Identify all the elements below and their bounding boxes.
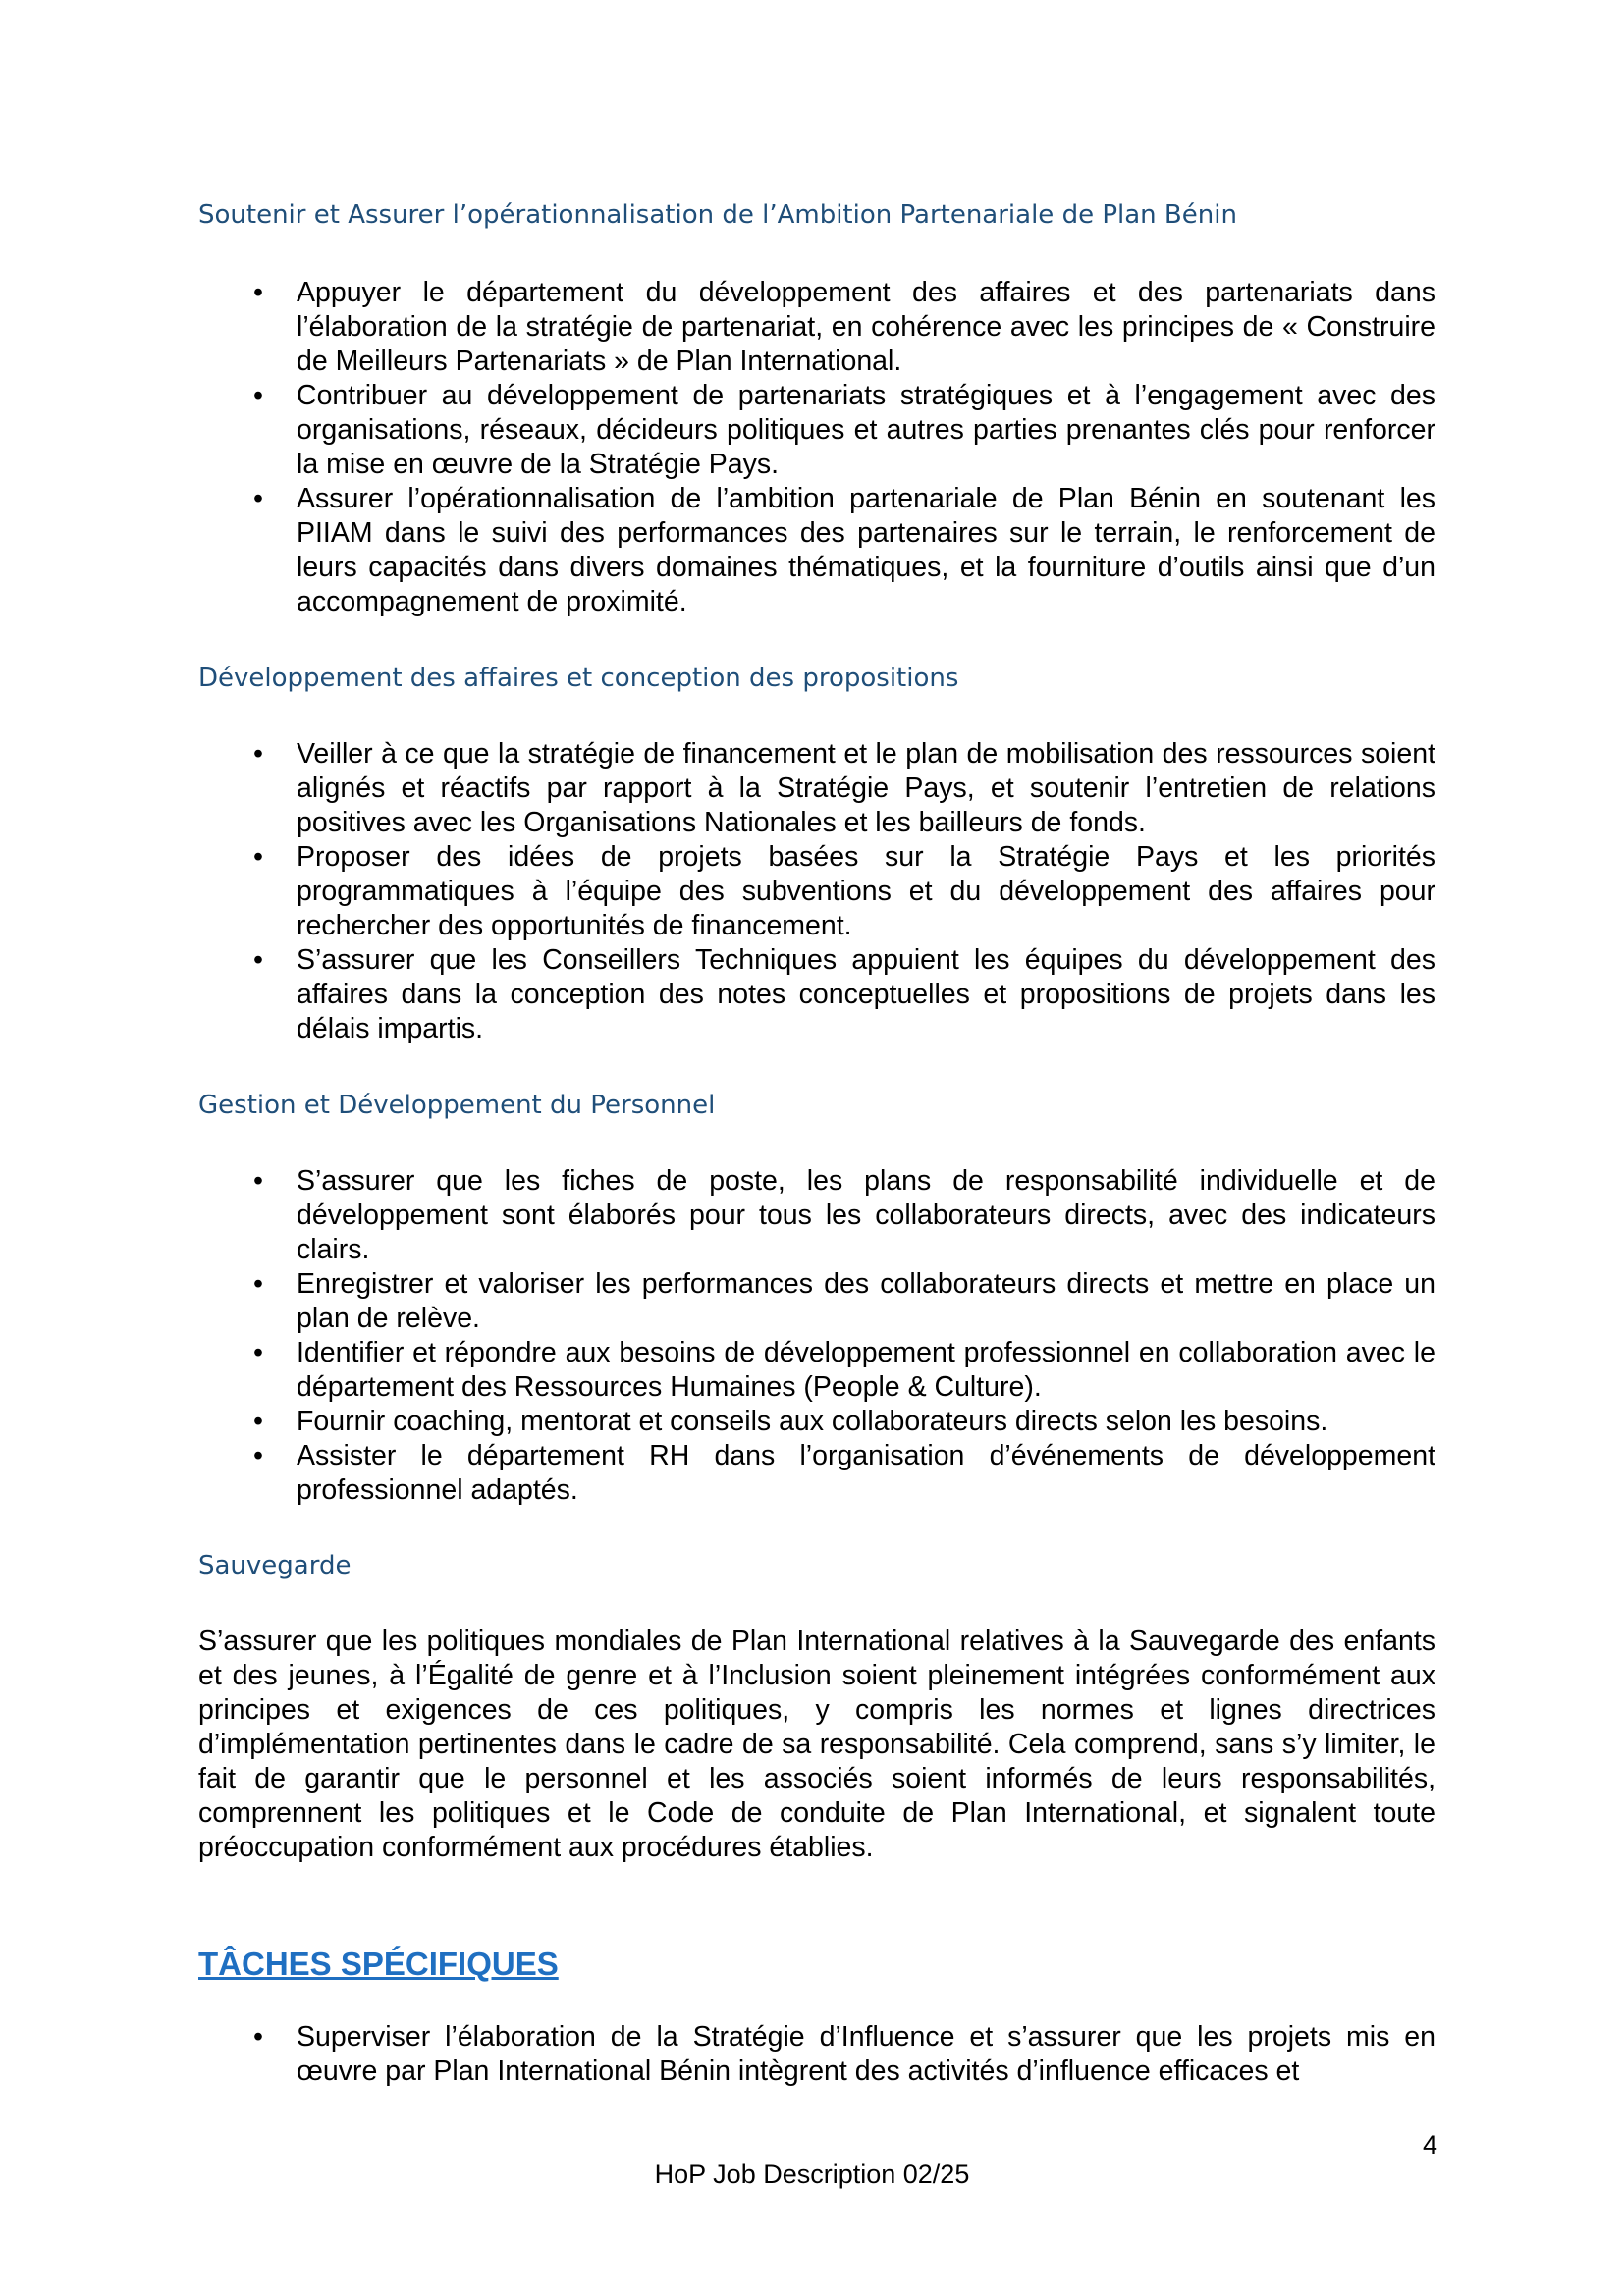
bullet-icon: • — [253, 738, 263, 770]
section-heading-business-development: Développement des affaires et conception des propositions — [198, 664, 959, 693]
bullet-icon: • — [253, 1440, 263, 1471]
page-number: 4 — [1422, 2130, 1437, 2160]
bullet-icon: • — [253, 1165, 263, 1197]
list-item — [198, 943, 1435, 1046]
list-item-text: Assister le département RH dans l’organisation d’événements de développement professionnel adaptés. — [297, 1440, 1435, 1506]
list-item — [198, 2020, 1435, 2089]
list-item-text: S’assurer que les Conseillers Techniques appuient les équipes du développement des affaires dans la conception des notes conceptuelles et propositions de projets dans les délais impartis. — [297, 944, 1435, 1044]
list-item-text: Enregistrer et valoriser les performances des collaborateurs directs et mettre en place un plan de relève. — [297, 1268, 1435, 1334]
list-item-text: Veiller à ce que la stratégie de financement et le plan de mobilisation des ressources soient alignés et réactifs par rapport à la Stratégie Pays, et soutenir l’entretien de relations positives avec les Organisations Nationales et les bailleurs de fonds. — [297, 738, 1435, 838]
bullet-icon: • — [253, 1268, 263, 1300]
bullet-icon: • — [253, 483, 263, 514]
bullet-icon: • — [253, 2021, 263, 2053]
list-item-text: Appuyer le département du développement des affaires et des partenariats dans l’élaboration de la stratégie de partenariat, en cohérence avec les principes de « Construire de Meilleurs Partenariats » de Plan International. — [297, 277, 1435, 377]
list-item-text: Assurer l’opérationnalisation de l’ambition partenariale de Plan Bénin en soutenant les PIIAM dans le suivi des performances des partenaires sur le terrain, le renforcement de leurs capacités dans divers domaines thématiques, et la fourniture d’outils ainsi que d’un accompagnement de proximité. — [297, 483, 1435, 617]
bullet-list-staff-management — [198, 1164, 1435, 1508]
list-item — [198, 379, 1435, 482]
bullet-list-specific-tasks — [198, 2020, 1435, 2089]
page-content — [198, 195, 1435, 2089]
bullet-list-partnership — [198, 276, 1435, 619]
bullet-icon: • — [253, 380, 263, 411]
list-item — [198, 1439, 1435, 1508]
safeguarding-paragraph: S’assurer que les politiques mondiales de Plan International relatives à la Sauvegarde des enfants et des jeunes, à l’Égalité de genre et à l’Inclusion soient pleinement intégrées conformément aux principes et exigences de ces politiques, y compris les normes et lignes directrices d’implémentation pertinentes dans le cadre de sa responsabilité. Cela comprend, sans s’y limiter, le fait de garantir que le personnel et les associés soient informés de leurs responsabilités, comprennent les politiques et le Code de conduite de Plan International, et signalent toute préoccupation conformément aux procédures établies. — [198, 1626, 1435, 1863]
list-item — [198, 1336, 1435, 1405]
bullet-icon: • — [253, 1406, 263, 1437]
bullet-icon: • — [253, 841, 263, 873]
list-item — [198, 1267, 1435, 1336]
section-heading-staff-management: Gestion et Développement du Personnel — [198, 1091, 716, 1120]
page-footer: HoP Job Description 02/25 — [654, 2160, 970, 2189]
specific-tasks-heading: TÂCHES SPÉCIFIQUES — [198, 1946, 559, 1982]
bullet-list-business-development — [198, 737, 1435, 1046]
list-item-text: Superviser l’élaboration de la Stratégie d’Influence et s’assurer que les projets mis en œuvre par Plan International Bénin intègrent des activités d’influence efficaces et — [297, 2021, 1435, 2087]
list-item-text: Contribuer au développement de partenariats stratégiques et à l’engagement avec des organisations, réseaux, décideurs politiques et autres parties prenantes clés pour renforcer la mise en œuvre de la Stratégie Pays. — [297, 380, 1435, 480]
list-item-text: S’assurer que les fiches de poste, les plans de responsabilité individuelle et de développement sont élaborés pour tous les collaborateurs directs, avec des indicateurs clairs. — [297, 1165, 1435, 1265]
list-item — [198, 840, 1435, 943]
bullet-icon: • — [253, 1337, 263, 1368]
list-item — [198, 276, 1435, 379]
section-heading-safeguarding: Sauvegarde — [198, 1551, 352, 1580]
section-heading-partnership: Soutenir et Assurer l’opérationnalisation de l’Ambition Partenariale de Plan Bénin — [198, 200, 1237, 230]
bullet-icon: • — [253, 944, 263, 976]
list-item — [198, 1405, 1435, 1439]
list-item-text: Identifier et répondre aux besoins de développement professionnel en collaboration avec le département des Ressources Humaines (People & Culture). — [297, 1337, 1435, 1403]
list-item — [198, 482, 1435, 619]
bullet-icon: • — [253, 277, 263, 308]
list-item-text: Proposer des idées de projets basées sur la Stratégie Pays et les priorités programmatiques à l’équipe des subventions et du développement des affaires pour rechercher des opportunités de financement. — [297, 841, 1435, 941]
list-item — [198, 737, 1435, 840]
list-item-text: Fournir coaching, mentorat et conseils aux collaborateurs directs selon les besoins. — [297, 1406, 1328, 1437]
list-item — [198, 1164, 1435, 1267]
